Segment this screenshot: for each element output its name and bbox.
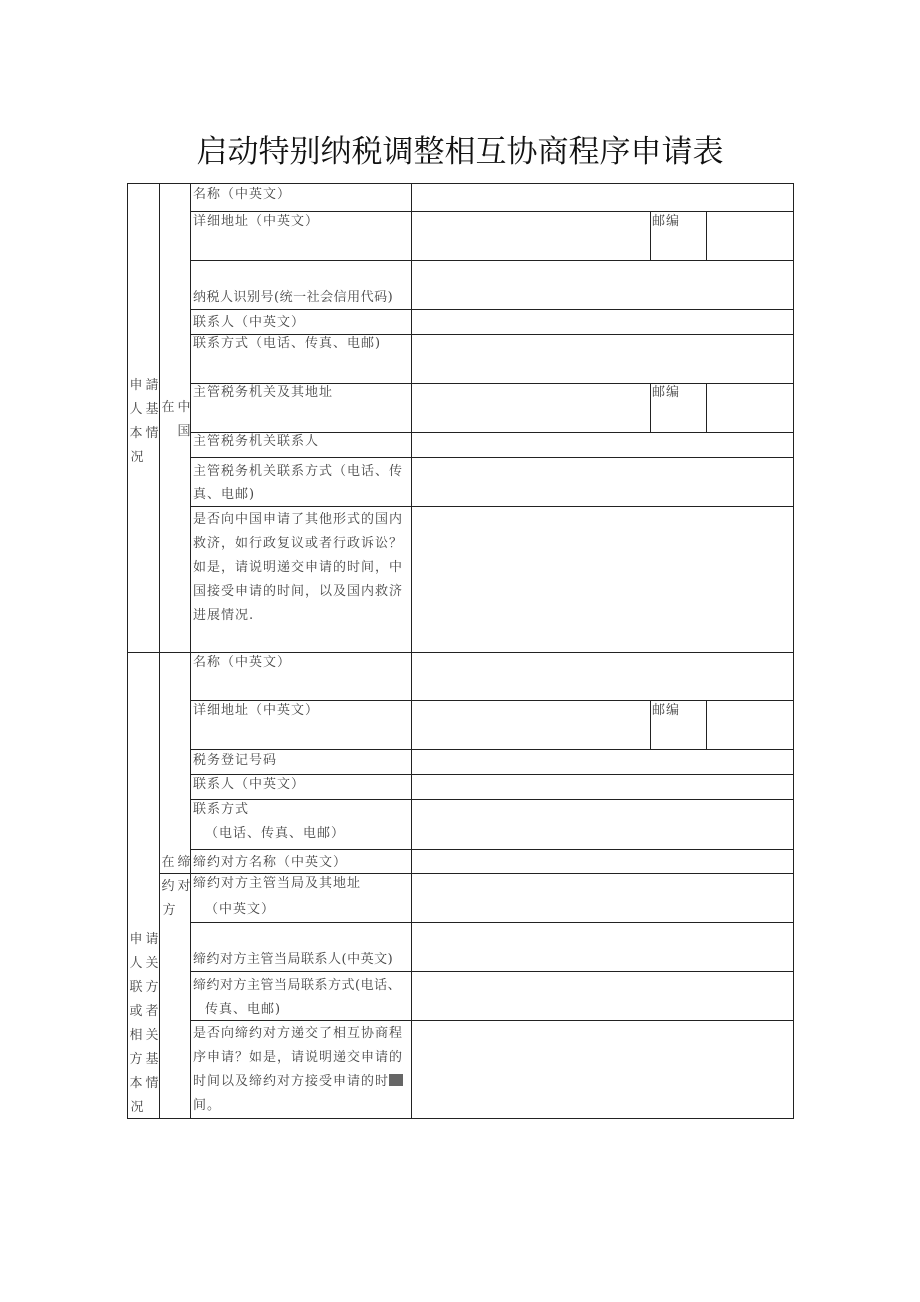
- label-authority-address-cont: （中英文）: [205, 902, 276, 917]
- label-name: 名称（中英文）: [193, 187, 292, 202]
- label-authority-method-cont: 传真、电邮): [205, 1002, 282, 1017]
- section1-group-label: 申 請 人 基 本 情 况: [129, 378, 159, 465]
- section2-group-label: 申 请 人 关 联 方 或 者 相 关 方 基 本 情 况: [129, 932, 159, 1115]
- form-title: 启动特别纳税调整相互协商程序申请表: [196, 134, 724, 170]
- label-tax-authority-method-cont: 真、电邮): [193, 487, 256, 502]
- label-postcode: 邮编: [652, 385, 681, 400]
- label-postcode: 邮编: [652, 703, 681, 718]
- value-cell-postcode[interactable]: [707, 384, 793, 432]
- value-cell-address[interactable]: [412, 701, 650, 749]
- value-cell-counterparty-name[interactable]: [412, 850, 793, 873]
- value-cell-authority-contact[interactable]: [412, 923, 793, 971]
- value-cell-contact-method[interactable]: [412, 335, 793, 383]
- value-cell-contact-person[interactable]: [412, 310, 793, 334]
- label-tax-authority-contact: 主管税务机关联系人: [193, 434, 320, 449]
- label-name: 名称（中英文）: [193, 655, 292, 670]
- label-contact-person: 联系人（中英文）: [193, 315, 306, 330]
- value-cell-tax-reg-no[interactable]: [412, 750, 793, 774]
- value-cell-taxpayer-id[interactable]: [412, 261, 793, 309]
- value-cell-name[interactable]: [412, 653, 793, 700]
- label-address: 详细地址（中英文）: [193, 703, 320, 718]
- label-contact-method-cont: （电话、传真、电邮）: [205, 826, 346, 841]
- label-address: 详细地址（中英文）: [193, 214, 320, 229]
- label-map-request: 是否向缔约对方递交了相互协商程序申请？如是，请说明递交申请的时间以及缔约对方接受申请的时间。: [193, 1026, 404, 1113]
- value-cell-postcode[interactable]: [707, 212, 793, 260]
- value-cell-map-request[interactable]: [412, 1021, 793, 1118]
- label-authority-contact: 缔约对方主管当局联系人(中英文): [193, 952, 394, 967]
- section1-sub-label: 在 中 国: [161, 400, 191, 439]
- value-cell-name[interactable]: [412, 184, 793, 211]
- label-counterparty-name: 缔约对方名称（中英文）: [193, 855, 348, 870]
- value-cell-postcode[interactable]: [707, 701, 793, 749]
- value-cell-authority-method[interactable]: [412, 972, 793, 1020]
- label-contact-method: 联系方式（电话、传真、电邮): [193, 336, 382, 351]
- label-contact-method: 联系方式: [193, 802, 250, 817]
- label-contact-person: 联系人（中英文）: [193, 777, 306, 792]
- label-taxpayer-id: 纳税人识别号(统一社会信用代码): [193, 290, 394, 305]
- label-authority-method: 缔约对方主管当局联系方式(电话、: [193, 978, 402, 993]
- value-cell-authority-address[interactable]: [412, 874, 793, 922]
- value-cell-tax-authority-method[interactable]: [412, 458, 793, 506]
- value-cell-tax-authority[interactable]: [412, 384, 650, 432]
- value-cell-domestic-relief[interactable]: [412, 507, 793, 652]
- value-cell-contact-person[interactable]: [412, 775, 793, 799]
- label-domestic-relief: 是否向中国申请了其他形式的国内救济，如行政复议或者行政诉讼？如是，请说明递交申请的时间，中国接受申请的时间，以及国内救济进展情况.: [193, 512, 404, 623]
- label-tax-reg-no: 税务登记号码: [193, 753, 278, 768]
- section2-sub-label: 在 缔 约 对 方: [161, 855, 191, 918]
- label-tax-authority: 主管税务机关及其地址: [193, 385, 334, 400]
- value-cell-address[interactable]: [412, 212, 650, 260]
- label-authority-address: 缔约对方主管当局及其地址: [193, 876, 362, 891]
- value-cell-tax-authority-contact[interactable]: [412, 433, 793, 457]
- label-tax-authority-method: 主管税务机关联系方式（电话、传: [193, 464, 404, 479]
- value-cell-contact-method[interactable]: [412, 800, 793, 849]
- label-postcode: 邮编: [652, 214, 681, 229]
- redacted-mark: [389, 1074, 403, 1086]
